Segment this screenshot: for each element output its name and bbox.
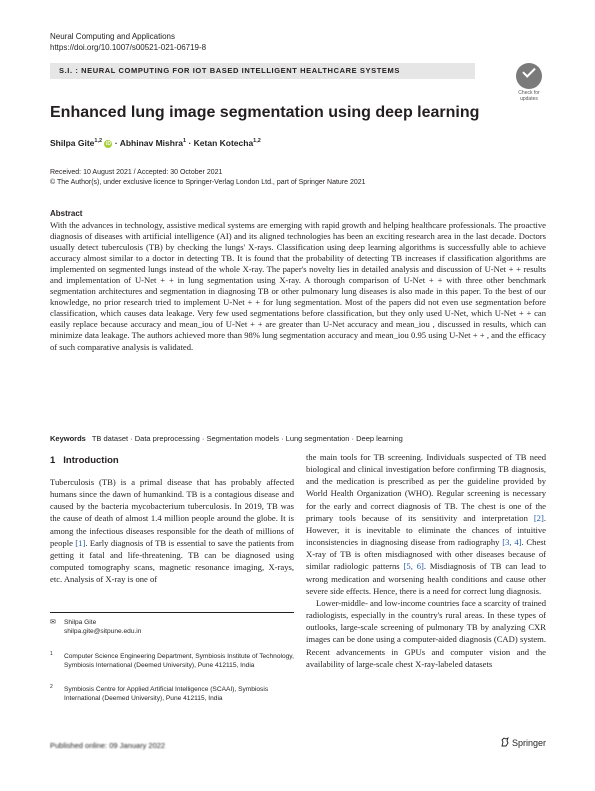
affiliation [50,652,294,670]
special-issue-banner: S.I. : NEURAL COMPUTING FOR IOT BASED INTELLIGENT HEALTHCARE SYSTEMS [50,63,475,79]
paragraph-text: . Misdiagnosis of TB can lead to wrong medication and worsening health conditions and cause other severe side effects. Hence, there is a need for correct lung diagnosis. [306,561,546,596]
section-title: Introduction [63,455,119,466]
author-name[interactable]: Ketan Kotecha [193,138,254,148]
paper-title: Enhanced lung image segmentation using deep learning [50,104,480,121]
corresponding-author [50,618,142,635]
envelope-icon: ✉ [50,619,56,626]
check-updates-icon [516,63,542,89]
author-name[interactable]: Shilpa Gite [50,138,95,148]
abstract-text: With the advances in technology, assistive medical systems are emerging with rapid growth and helping healthcare professionals. The proactive diagnosis of diseases with artificial intelligence (AI) and its aligned technologies has been an exciting research area in the last decade. Doctors usually detect tuberculosis (TB) by checking the lungs' X-rays. Classification using deep learning algorithms is successfully able to achieve accuracy almost similar to a doctor in detecting TB. It is found that the probability of detecting TB increases if classification algorithms are implemented on segmented lungs instead of the whole X-ray. The paper's novelty lies in detailed analysis and discussion of U-Net + + results and implementation of U-Net + + in lung segmentation using X-ray. A thorough comparison of U-Net + + with three other benchmark segmentation architectures and segmentation in diagnosing TB or other pulmonary lung diseases is also made in this paper. To the best of our knowledge, no prior research tried to implement U-Net + + for lung segmentation. Most of the papers did not even use segmentation before classification, which causes data leakage. Very few used segmentations before classification, but they only used U-Net, which U-Net + + can easily replace because accuracy and mean_iou of U-Net + + are greater than U-Net accuracy and mean_iou , discussed in results, which can minimize data leakage. The authors achieved more than 98% lung segmentation accuracy and mean_iou 0.95 using U-Net + + , and the efficacy of such comparative analysis is validated. [50,220,546,352]
author-affiliation-sup: 1,2 [253,138,261,145]
journal-header [50,31,206,53]
section-number: 1 [50,455,56,466]
received-accepted-dates: Received: 10 August 2021 / Accepted: 30 October 2021 [50,169,223,176]
author-list [50,138,261,148]
affiliation-text: Computer Science Engineering Department, Symbiosis Institute of Technology, Symbiosis International (Deemed University), Pune 412115, India [64,653,294,669]
right-column [306,451,546,670]
corresponding-author-email[interactable]: shilpa.gite@sitpune.edu.in [64,628,142,635]
footnote-divider [50,612,294,613]
abstract-heading: Abstract [50,209,83,218]
affiliation-number: 2 [50,684,53,690]
citation-link[interactable]: [2] [533,512,544,523]
orcid-icon[interactable]: iD [105,141,111,147]
doi-link[interactable]: https://doi.org/10.1007/s00521-021-06719-8 [50,43,207,52]
paragraph [306,451,546,597]
keywords-list: TB dataset · Data preprocessing · Segmentation models · Lung segmentation · Deep learning [91,434,403,443]
paragraph-text: . Early diagnosis of TB is essential to save the patients from getting it fatal and life-threatening. TB can be diagnosed using computed tomography scans, magnetic resonance imaging, X-rays, etc. Analysis of X-ray is one of [50,537,294,585]
affiliation-number: 1 [50,651,53,657]
citation-link[interactable]: [5, 6] [403,561,424,572]
paragraph-text: the main tools for TB screening. Individuals suspected of TB need biological and clinical investigation before confirming TB diagnosis, and the medication is prescribed as per the guideline provided by World Health Organization (WHO). Regular screening is necessary for the early and correct diagnosis of TB. The chest is one of the primary tools because of its sensitivity and interpretation [306,452,546,523]
author-name[interactable]: Abhinav Mishra [119,138,183,148]
keywords [50,434,403,443]
published-online-date: Published online: 09 January 2022 [50,741,166,750]
paragraph-text: . However, it is inevitable to eliminate the chances of intuitive inconsistencies in diagnosing disease from radiography [306,512,546,548]
affiliation-text: Symbiosis Centre for Applied Artificial Intelligence (SCAAI), Symbiosis International (Deemed University), Pune 412115, India [64,686,269,702]
citation-link[interactable]: [3, 4] [502,537,522,548]
paragraph: Lower-middle- and low-income countries face a scarcity of trained radiologists, especially in the country's rural areas. In these types of outlooks, large-scale screening of pulmonary TB by analyzing CXR images can be done using a computer-aided diagnosis (CAD) system. Recent advancements in GPUs and computer vision and the availability of large-scale chest X-ray-labeled datasets [306,597,546,669]
check-for-updates-badge[interactable] [510,63,548,103]
author-affiliation-sup: 1 [183,138,187,145]
check-updates-label-1: Check for [518,90,540,96]
article-history [50,168,366,188]
journal-name: Neural Computing and Applications [50,32,175,41]
keywords-heading: Keywords [50,434,86,443]
paragraph-text: . Chest X-ray of TB is often misdiagnosed with other diseases because of similar radiologic patterns [306,537,546,572]
citation-link[interactable]: [1] [75,537,86,548]
springer-horse-icon [500,737,510,747]
author-separator: · [114,138,118,148]
author-separator: · [188,138,192,148]
copyright-notice: © The Author(s), under exclusive licence to Springer-Verlag London Ltd., part of Springer Nature 2021 [50,179,366,186]
section-heading-introduction [50,455,119,466]
corresponding-author-name: Shilpa Gite [64,619,97,626]
publisher-logo [500,737,546,748]
paragraph-text: Tuberculosis (TB) is a primal disease that has probably affected humans since the dawn of humankind. TB is a contagious disease and caused by the bacteria mycobacterium tuberculosis. In 2019, TB was the cause of death of almost 1.4 million people around the globe. It is among the infectious diseases responsible for the death of millions of people [50,477,294,548]
paragraph [50,476,294,585]
affiliation [50,685,294,703]
check-updates-label-2: updates [520,95,538,102]
author-affiliation-sup: 1,2 [94,138,103,145]
publisher-name: Springer [512,738,547,748]
left-column [50,476,294,585]
